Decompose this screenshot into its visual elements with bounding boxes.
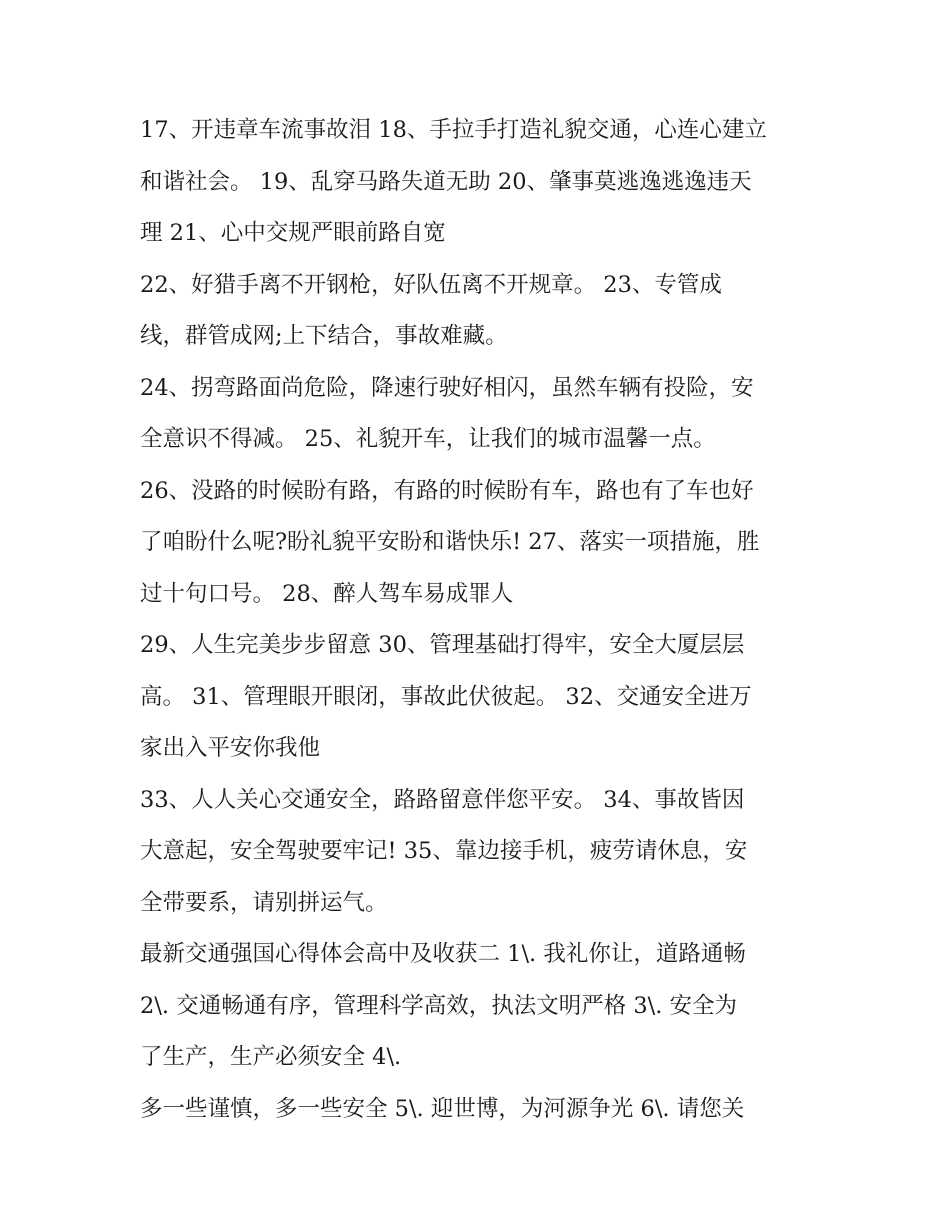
text-line: 24、拐弯路面尚危险，降速行驶好相闪，虽然车辆有投险，安 [140,374,754,401]
text-line: 26、没路的时候盼有路，有路的时候盼有车，路也有了车也好 [140,477,754,504]
text-line: 理 21、心中交规严眼前路自宽 [140,220,446,246]
text-line: 29、人生完美步步留意 30、管理基础打得牢，安全大厦层层 [140,632,745,658]
text-line: 线，群管成网;上下结合，事故难藏。 [140,323,508,349]
body-text [140,105,830,1135]
text-line: 高。 31、管理眼开眼闭，事故此伏彼起。 32、交通安全进万 [140,683,752,710]
text-line: 和谐社会。 19、乱穿马路失道无助 20、肇事莫逃逸逃逸违天 [140,168,752,195]
text-line: 22、好猎手离不开钢枪，好队伍离不开规章。 23、专管成 [140,271,722,298]
text-line: 大意起，安全驾驶要牢记! 35、靠边接手机，疲劳请休息，安 [140,838,748,864]
text-line: 2\. 交通畅通有序，管理科学高效，执法文明严格 3\. 安全为 [140,992,738,1019]
text-line: 33、人人关心交通安全，路路留意伴您平安。 34、事故皆因 [140,786,745,813]
text-line: 最新交通强国心得体会高中及收获二 1\. 我礼你让，道路通畅 [140,941,746,967]
text-line: 全带要系，请别拼运气。 [140,889,388,916]
text-line: 全意识不得减。 25、礼貌开车，让我们的城市温馨一点。 [140,426,716,452]
text-line: 家出入平安你我他 [140,735,321,761]
text-line: 多一些谨慎，多一些安全 5\. 迎世博，为河源争光 6\. 请您关 [140,1095,745,1122]
text-line: 17、开违章车流事故泪 18、手拉手打造礼貌交通，心连心建立 [140,117,767,143]
text-line: 了咱盼什么呢?盼礼貌平安盼和谐快乐! 27、落实一项措施，胜 [140,529,760,555]
text-line: 了生产，生产必须安全 4\. [140,1044,402,1070]
text-line: 过十句口号。 28、醉人驾车易成罪人 [140,580,514,607]
